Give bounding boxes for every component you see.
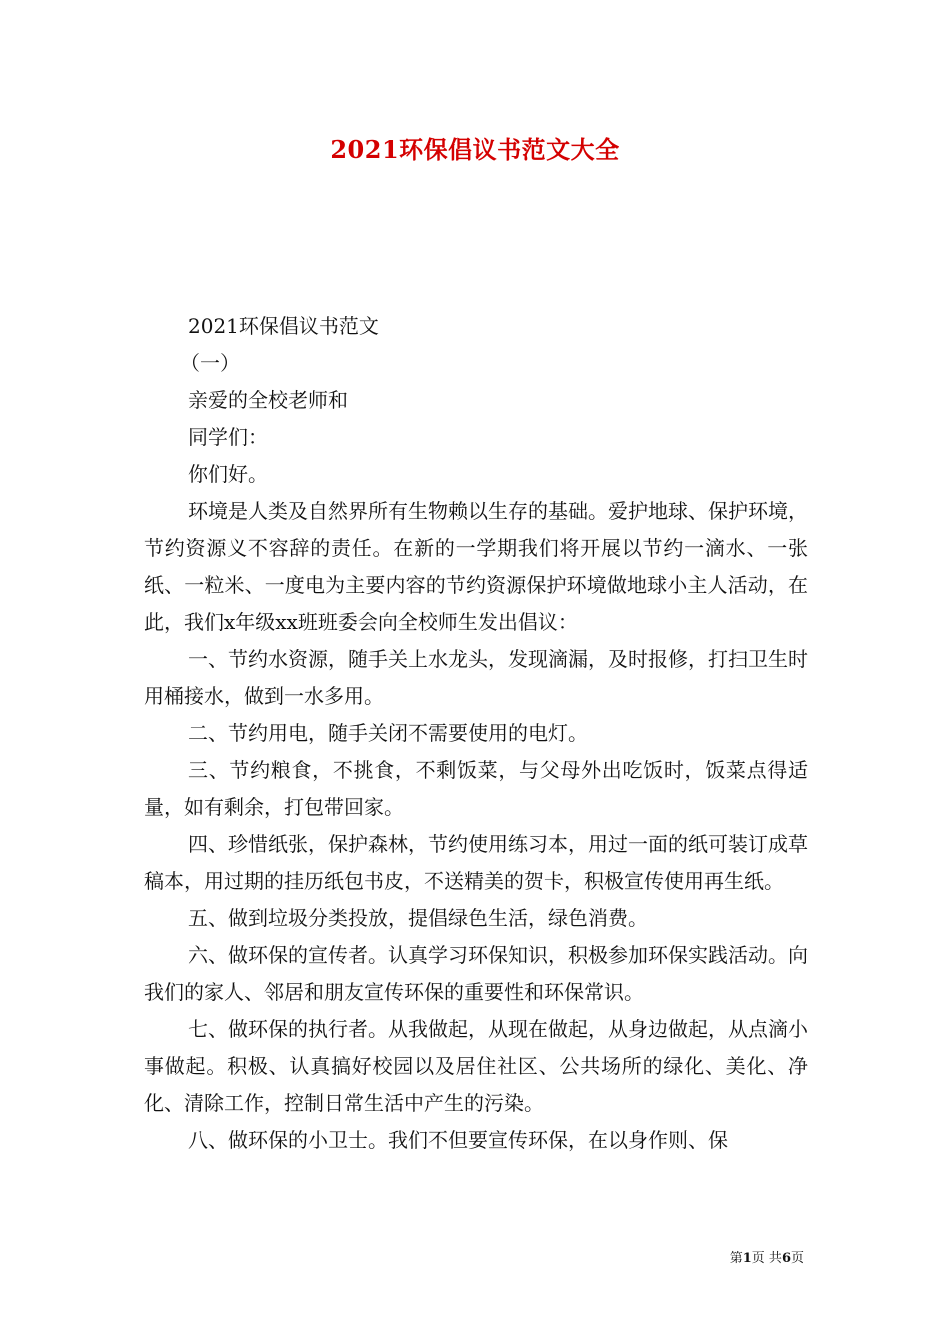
footer-page-current: 1 (742, 1251, 752, 1266)
footer-middle: 页 共 (751, 1251, 782, 1266)
paragraph-item-7: 七、做环保的执行者。从我做起，从现在做起，从身边做起，从点滴小事做起。积极、认真搞好校园以及居住社区、公共场所的绿化、美化、净化、清除工作，控制日常生活中产生的污染。 (144, 1017, 808, 1115)
greeting: 你们好。 (188, 462, 268, 486)
paragraph-item-8: 八、做环保的小卫士。我们不但要宣传环保，在以身作则、保 (188, 1128, 728, 1152)
footer-prefix: 第 (729, 1251, 743, 1266)
paragraph-item-6: 六、做环保的宣传者。认真学习环保知识，积极参加环保实践活动。向我们的家人、邻居和朋友宣传环保的重要性和环保常识。 (144, 943, 808, 1004)
section-marker: （一） (180, 351, 240, 375)
paragraph-item-2: 二、节约用电，随手关闭不需要使用的电灯。 (188, 721, 588, 745)
page-title: 2021环保倡议书范文大全 (330, 135, 620, 164)
paragraph-item-4: 四、珍惜纸张，保护森林，节约使用练习本，用过一面的纸可装订成草稿本，用过期的挂历纸包书皮，不送精美的贺卡，积极宣传使用再生纸。 (144, 832, 808, 893)
paragraph-item-5: 五、做到垃圾分类投放，提倡绿色生活，绿色消费。 (188, 906, 648, 930)
footer-page-total: 6 (781, 1251, 791, 1266)
subtitle: 2021环保倡议书范文 (188, 314, 379, 338)
document-body (144, 308, 808, 1159)
page-footer (730, 1247, 804, 1266)
salutation-line-1: 亲爱的全校老师和 (188, 388, 348, 412)
paragraph-intro: 环境是人类及自然界所有生物赖以生存的基础。爱护地球、保护环境，节约资源义不容辞的责任。在新的一学期我们将开展以节约一滴水、一张纸、一粒米、一度电为主要内容的节约资源保护环境做地球小主人活动，在此，我们x年级xx班班委会向全校师生发出倡议： (144, 499, 808, 634)
paragraph-item-3: 三、节约粮食，不挑食，不剩饭菜，与父母外出吃饭时，饭菜点得适量，如有剩余，打包带回家。 (144, 758, 808, 819)
footer-suffix: 页 (790, 1251, 804, 1266)
paragraph-item-1: 一、节约水资源，随手关上水龙头，发现滴漏，及时报修，打扫卫生时用桶接水，做到一水多用。 (144, 647, 808, 708)
salutation-line-2: 同学们： (188, 425, 268, 449)
